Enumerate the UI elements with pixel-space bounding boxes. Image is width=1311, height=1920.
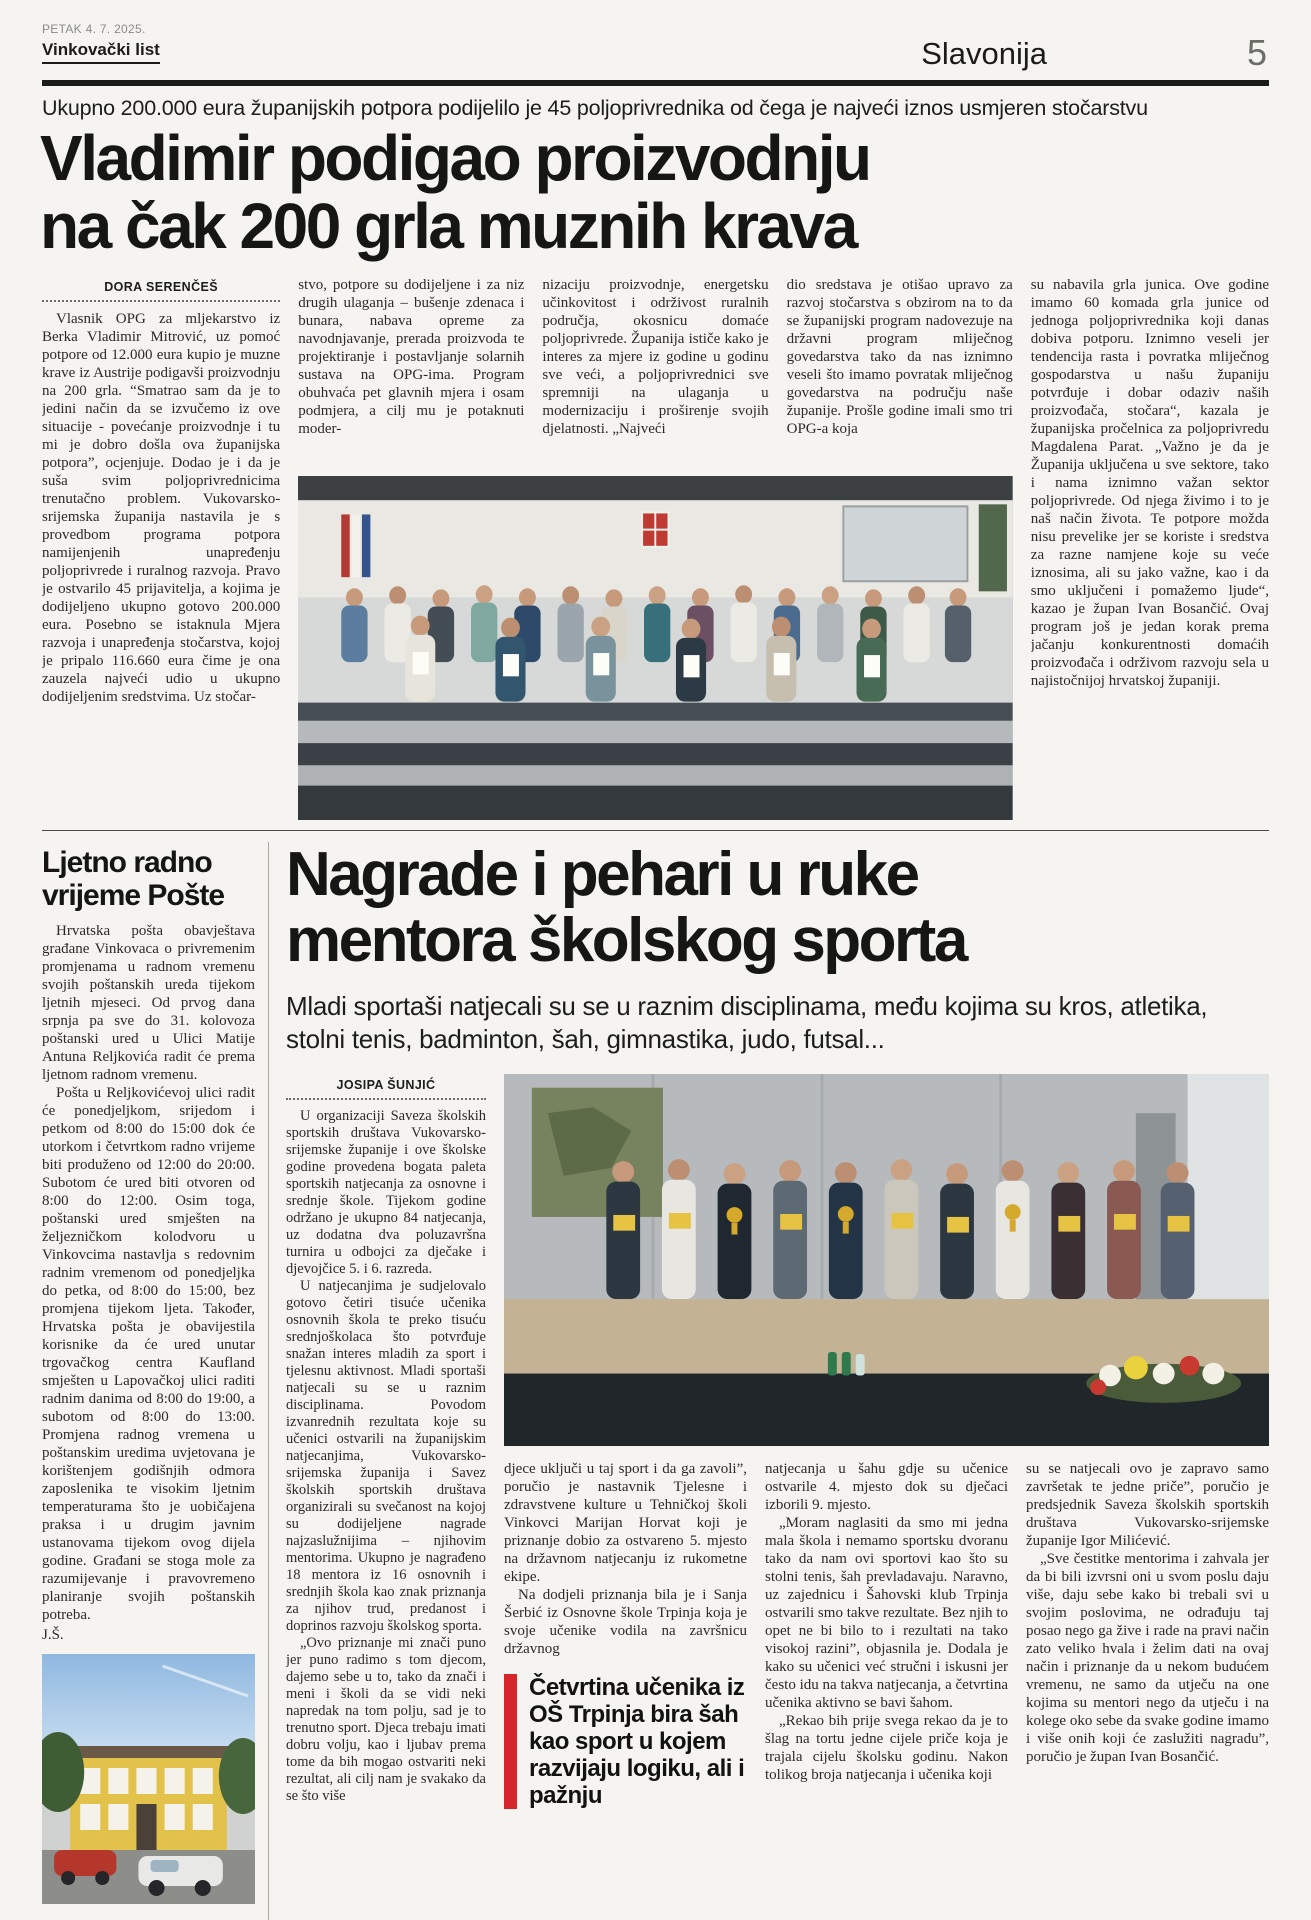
article1-headline xyxy=(40,124,870,260)
article1-column-2: stvo, potpore su dodijeljene i za niz drugih ulaganja – bušenje zdenaca i bunara, nabava opreme za navodnjavanje, prerada proizvoda te projektiranje i postavljanje solarnih sustava na OPG-ima. Program obuhvaća pet glavnih mjera i osam podmjera, a cilj mu je potaknuti moder- xyxy=(298,277,525,437)
article3-subhead: Mladi sportaši natjecali su se u raznim disciplinama, među kojima su kros, atletika, stolni tenis, badminton, šah, gimnastika, judo, futsal... xyxy=(286,991,1208,1054)
article2 xyxy=(42,846,255,1920)
article1-column-1 xyxy=(42,276,280,820)
column-divider xyxy=(268,842,269,1920)
article1-kicker: Ukupno 200.000 eura županijskih potpora podijelilo je 45 poljoprivrednika od čega je najveći iznos usmjeren stočarstvu xyxy=(42,96,1148,120)
article1-column-4: dio sredstava je otišao upravo za razvoj stočarstva s obzirom na to da se županijski program nadovezuje na državni program mliječnog govedarstva tako da nas iznimno veseli što imamo povratak mliječnog govedarstva na području naše županije. Prošle godine imali smo tri OPG-a koja xyxy=(786,277,1013,437)
article1-byline: DORA SERENČEŠ xyxy=(42,276,280,302)
article3 xyxy=(286,842,1269,1920)
article1-column-3: nizaciju proizvodnje, energetsku učinkovitost i održivost ruralnih područja, okosnicu domaće poljoprivrede. Županija ističe kako je interes za mjere iz godine u godinu sve veći, a poljoprivrednici sve spremniji na ulaganja u modernizaciju i proširenje svojih djelatnosti. „Najveći xyxy=(542,277,769,437)
article3-headline xyxy=(286,842,1269,974)
article1-headline-line1: Vladimir podigao proizvodnju xyxy=(40,122,870,194)
conference-group-photo-illustration xyxy=(298,476,1013,820)
article1-headline-line2: na čak 200 grla muznih krava xyxy=(40,190,856,262)
pull-quote-accent-bar xyxy=(504,1674,517,1809)
article3-headline-line2: mentora školskog sporta xyxy=(286,906,966,975)
article2-photo xyxy=(42,1654,255,1904)
article3-column-3: natjecanja u šahu gdje su učenice ostvarile 4. mjesto dok su dječaci izborili 9. mjesto. „Moram naglasiti da smo mi jedna mala škola i nemamo sportsku dvoranu tako da nam ovi sportovi kao što su stolni tenis, šah prevladavaju. Naravno, uz zajednicu i Šahovski klub Trpinja ostvarili smo takve rezultate. Bez njih to opet ne bi bilo to i rezultati na tako visokoj razini”, objasnila je. Dodala je kako su učenici već stručni i iskusni jer često idu na takva natjecanja, a četvrtina učenika aktivno se bavi šahom. „Rekao bih prije svega rekao da je to šlag na tortu jedne cijele priče koja je trajala cijelu školsku godinu. Nakon tolikog broja natjecanja i učenika koji xyxy=(765,1461,1008,1783)
article3-headline-line1: Nagrade i pehari u ruke xyxy=(286,842,918,909)
article2-body: Hrvatska pošta obavještava građane Vinkovaca o privremenim promjenama u radnom vremenu svojih poštanskih ureda tijekom ljetnih mjeseci. Od prvog dana srpnja pa sve do 31. kolovoza poštanski ured u Ulici Matije Antuna Reljkovića radit će prema ljetnom radnom vremenu. Pošta u Reljkovićevoj ulici radit će ponedjeljkom, srijedom i petkom od 8:00 do 15:00 dok će utorkom i četvrtkom radno vrijeme biti produženo od 12:00 do 20:00. Subotom će ured biti otvoren od 8:00 do 12:00. Osim toga, poštanski ured smješten na željezničkom kolodvoru u Vinkovcima nastavlja s redovnim radnim vremenom od ponedjeljka do petka, od 8:00 do 15:00, bez promjena tijekom ljeta. Također, Hrvatska pošta je obavijestila korisnike da će ured unutar trgovačkog centra Kaufland smješten u Lapovačkoj ulici raditi radnim danima od 8:00 do 19:00, a subotom od 8:00 do 13:00. Promjena radnog vremena u poštanskim uredima uvjetovana je korištenjem godišnjih odmora zaposlenika te visokim ljetnim temperaturama što je uobičajena praksa i u drugim javnim ustanovama tijekom ovog dijela godine. Građani se stoga mole za razumijevanje i pravovremeno planiranje svojih poštanskih potreba. J.Š. xyxy=(42,923,255,1643)
pull-quote-text: Četvrtina učenika iz OŠ Trpinja bira šah kao sport u kojem razvijaju logiku, ali i pažnju xyxy=(529,1674,745,1809)
award-ceremony-photo-illustration xyxy=(504,1074,1269,1446)
article1-column-1-text: Vlasnik OPG za mljekarstvo iz Berka Vladimir Mitrović, uz pomoć potpore od 12.000 eura kupio je muzne krave iz Austrije podigavši proizvodnju na 200 grla. “Smatrao sam da je to jedini način da se izvučemo iz ove situacije - povećanje proizvodnje i tu mi je dobro došla ova županijska potpora”, ocjenjuje. Dodao je i da je suša svim poljoprivrednicima trenutačno problem. Vukovarsko-srijemska županija nastavila je s provedbom programa potpora namijenjenih unapređenju poljoprivrede i ruralnog razvoja. Pravo je ostvarilo 45 prijavitelja, a kojima je dodijeljeno ukupno gotovo 200.000 eura. Posebno se istaknula Mjera razvoja i unapređenja stočarstva, kojoj je pripalo 116.660 eura čime je ona zauzela najveći udio u ukupno dodijeljenim sredstvima. Uz stočar- xyxy=(42,311,281,705)
article1-photo xyxy=(298,476,1013,820)
article1-middle xyxy=(298,276,1013,820)
section-divider xyxy=(42,830,1269,831)
article1-column-5: su nabavila grla junica. Ove godine imamo 60 komada grla junice od jednoga poljoprivrednika koji danas dobiva potporu. Iznimno veseli jer tendencija rasta i povratka mliječnog gospodarstva u našu županiju potvrđuje i dobar odaziv naših proizvođača, stočara“, kazala je županijska pročelnica za poljoprivredu Magdalena Parat. „Važno je da je Županija uključena u sve sektore, tako i nama iznimno važan sektor poljoprivrede. Od njega živimo i to je naš način života. Te potpore možda nisu prevelike jer se koriste i sredstva za razne namjene koje su veće iznosima, ali su jako važne, kao i da smo uključeni i pomažemo ljude“, kazao je župan Ivan Bosančić. Ovaj program još je jedan korak prema jačanju konkurentnosti domaćih proizvođača i održivom razvoju sela u najistočnijoj hrvatskoj županiji. xyxy=(1030,277,1269,689)
article2-headline: Ljetno radno vrijeme Pošte xyxy=(42,846,225,912)
article3-column-1 xyxy=(286,1074,486,1920)
post-office-building-illustration xyxy=(42,1654,255,1904)
article3-column-2-text: djece uključi u taj sport i da ga zavoli”, poručio je nastavnik Tjelesne i zdravstvene kulture u Tehničkoj školi Vinkovci Marijan Horvat koji je priznanje dobio za ostvareno 5. mjesto na državnom natjecanju iz rukometne ekipe. Na dodjeli priznanja bila je i Sanja Šerbić iz Osnovne škole Trpinja koja je svoje učenike vodila na završnicu državnog xyxy=(504,1461,747,1657)
article3-column-2 xyxy=(504,1460,747,1896)
article3-column-1-text: U organizaciji Saveza školskih sportskih društava Vukovarsko-srijemske županije i ove školske godine provedena bogata paleta sportskih natjecanja za osnovne i srednje škole. Tijekom godine održano je ukupno 84 natjecanja, uz dodatna dva poluzavršna turnira u odbojci za dječake i djevojčice 5. i 6. razreda. U natjecanjima je sudjelovalo gotovo četiri tisuće učenika osnovnih škola te preko tisuću srednjoškolaca što potvrđuje snažan interes mladih za sport i tjelesnu aktivnost. Mladi sportaši natjecali su se u raznim disciplinama. Povodom izvanrednih rezultata koje su učenici ostvarili na županijskim natjecanjima, Vukovarsko-srijemska županija i Savez školskih sportskih društava organizirali su svečanost na kojoj su dodijeljene nagrade najzaslužnijima – njihovim mentorima. Ukupno je nagrađeno 18 mentora iz 16 osnovnih i srednjih škola kao znak priznanja za njihov trud, predanost i doprinos razvoju školskog sporta. „Ovo priznanje mi znači puno jer puno radimo s tom djecom, dajemo sebe u to, tako da znači i meni i školi da se vidi neki napredak na tom polju, sad je to trenutno sport. Djeca trebaju imati dobru volju, kao i ljubav prema tome da bih mogao ostvariti neki rezultat, ali cilj nam je svakako da se što više xyxy=(286,1108,486,1804)
article3-byline: JOSIPA ŠUNJIĆ xyxy=(286,1074,486,1100)
article1-body xyxy=(42,276,1269,820)
page-number: 5 xyxy=(1246,32,1267,73)
page-header xyxy=(42,22,1269,86)
date-label: PETAK 4. 7. 2025. xyxy=(42,22,146,36)
water-bottles xyxy=(828,1352,865,1375)
masthead: Vinkovački list xyxy=(42,40,160,64)
article3-column-4: su se natjecali ovo je zapravo samo završetak te jedne priče”, poručio je predsjednik Saveza školskih sportskih društava Vukovarsko-srijemske županije Igor Milićević. „Sve čestitke mentorima i zahvala jer da bi bili izvrsni oni u svom poslu daju više, daju sebe kako bi trebali svi u svojim poslovima, ne odrađuju taj posao nego ga žive i rade na pravi način zato veliko hvala i želim dati na ovaj način i priznanje da u nekom budućem vremenu, ne samo da utječu na one kojima su mentori nego da utječu i na kolege oko sebe da svake godine imamo i više onih koji će zaslužiti nagradu”, poručio je župan Ivan Bosančić. xyxy=(1026,1461,1269,1765)
article3-photo xyxy=(504,1074,1269,1446)
section-label: Slavonija xyxy=(921,36,1047,71)
pull-quote xyxy=(504,1674,747,1809)
